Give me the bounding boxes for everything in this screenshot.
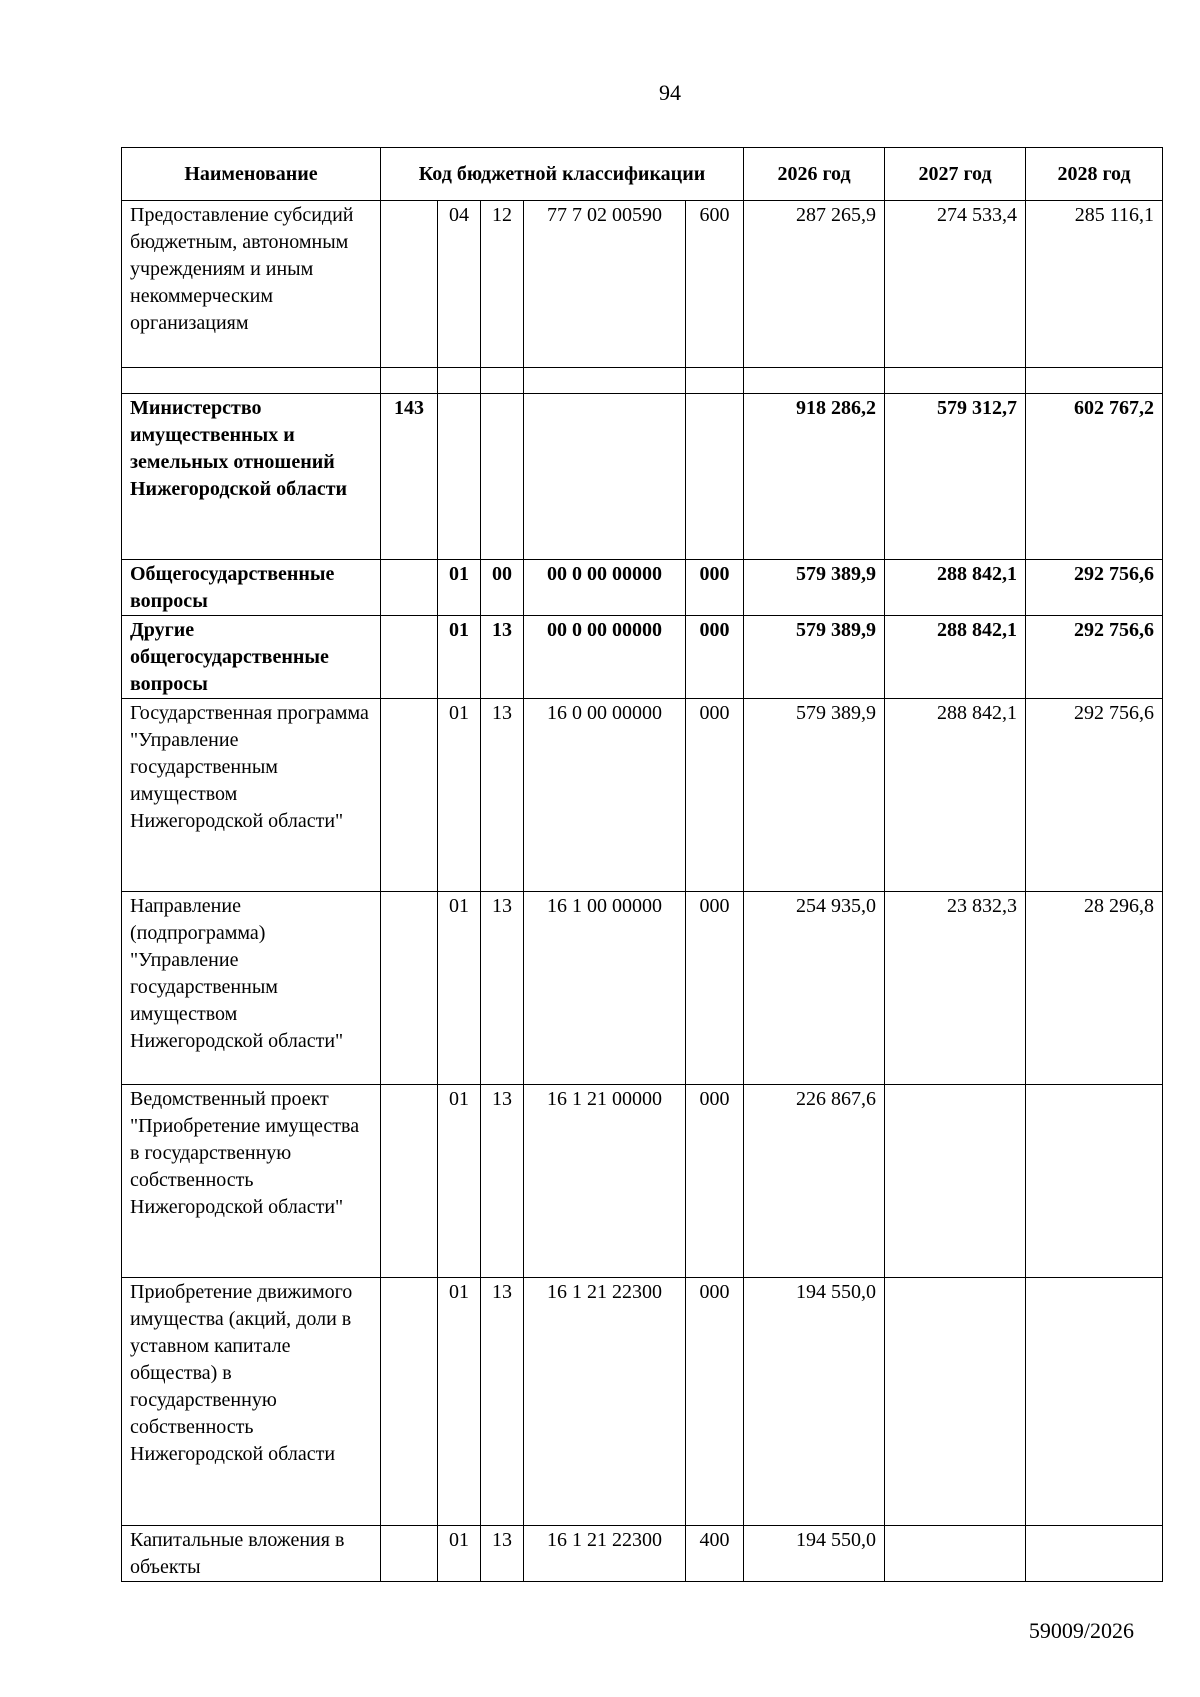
row-section: 01 — [438, 892, 481, 1085]
row-2026: 579 389,9 — [744, 616, 885, 699]
spacer-cell — [1026, 368, 1163, 394]
row-2028: 292 756,6 — [1026, 699, 1163, 892]
row-target: 00 0 00 00000 — [524, 616, 686, 699]
row-section: 01 — [438, 1085, 481, 1278]
row-target: 16 1 21 00000 — [524, 1085, 686, 1278]
row-2027: 288 842,1 — [885, 699, 1026, 892]
row-target — [524, 394, 686, 560]
row-dept — [381, 201, 438, 368]
row-name: Другие общегосударственные вопросы — [122, 616, 381, 699]
header-2028: 2028 год — [1026, 148, 1163, 201]
table-row — [122, 699, 1163, 892]
row-name: Ведомственный проект "Приобретение имущества в государственную собственность Нижегородской области" — [122, 1085, 381, 1278]
row-type: 000 — [686, 892, 744, 1085]
table-row — [122, 1278, 1163, 1526]
row-name: Общегосударственные вопросы — [122, 560, 381, 616]
row-name: Приобретение движимого имущества (акций, доли в уставном капитале общества) в государственную собственность Нижегородской области — [122, 1278, 381, 1526]
spacer-cell — [122, 368, 381, 394]
row-subsection: 13 — [481, 1526, 524, 1582]
spacer-cell — [686, 368, 744, 394]
spacer-row — [122, 368, 1163, 394]
row-2027: 23 832,3 — [885, 892, 1026, 1085]
table-header-row — [122, 148, 1163, 201]
spacer-cell — [885, 368, 1026, 394]
row-dept — [381, 699, 438, 892]
row-2027 — [885, 1526, 1026, 1582]
row-2026: 194 550,0 — [744, 1526, 885, 1582]
header-2026: 2026 год — [744, 148, 885, 201]
row-2027 — [885, 1278, 1026, 1526]
row-section: 04 — [438, 201, 481, 368]
row-type: 000 — [686, 1085, 744, 1278]
table-row — [122, 1526, 1163, 1582]
row-2026: 226 867,6 — [744, 1085, 885, 1278]
row-type: 000 — [686, 560, 744, 616]
row-2027: 288 842,1 — [885, 616, 1026, 699]
spacer-cell — [438, 368, 481, 394]
row-target: 77 7 02 00590 — [524, 201, 686, 368]
row-2026: 254 935,0 — [744, 892, 885, 1085]
table-row — [122, 892, 1163, 1085]
row-section: 01 — [438, 560, 481, 616]
row-subsection: 13 — [481, 892, 524, 1085]
row-target: 00 0 00 00000 — [524, 560, 686, 616]
table-row — [122, 201, 1163, 368]
row-name: Государственная программа "Управление государственным имуществом Нижегородской области" — [122, 699, 381, 892]
row-2026: 918 286,2 — [744, 394, 885, 560]
row-2028: 602 767,2 — [1026, 394, 1163, 560]
document-number: 59009/2026 — [1028, 1618, 1134, 1643]
row-target: 16 0 00 00000 — [524, 699, 686, 892]
row-2026: 579 389,9 — [744, 560, 885, 616]
row-dept — [381, 892, 438, 1085]
spacer-cell — [524, 368, 686, 394]
row-subsection: 13 — [481, 616, 524, 699]
row-name: Направление (подпрограмма) "Управление государственным имуществом Нижегородской области" — [122, 892, 381, 1085]
row-2028 — [1026, 1526, 1163, 1582]
row-subsection: 13 — [481, 699, 524, 892]
row-2027 — [885, 1085, 1026, 1278]
row-dept — [381, 1085, 438, 1278]
spacer-cell — [744, 368, 885, 394]
header-2027: 2027 год — [885, 148, 1026, 201]
row-dept — [381, 1526, 438, 1582]
row-type: 400 — [686, 1526, 744, 1582]
row-target: 16 1 21 22300 — [524, 1526, 686, 1582]
row-name: Капитальные вложения в объекты — [122, 1526, 381, 1582]
row-subsection — [481, 394, 524, 560]
row-section: 01 — [438, 699, 481, 892]
row-2028: 292 756,6 — [1026, 616, 1163, 699]
row-subsection: 13 — [481, 1278, 524, 1526]
row-subsection: 12 — [481, 201, 524, 368]
page-number: 94 — [659, 80, 681, 105]
row-2027: 274 533,4 — [885, 201, 1026, 368]
row-target: 16 1 00 00000 — [524, 892, 686, 1085]
row-2026: 579 389,9 — [744, 699, 885, 892]
row-2028 — [1026, 1278, 1163, 1526]
row-2028: 285 116,1 — [1026, 201, 1163, 368]
spacer-cell — [381, 368, 438, 394]
row-section: 01 — [438, 1526, 481, 1582]
row-subsection: 00 — [481, 560, 524, 616]
row-2028: 28 296,8 — [1026, 892, 1163, 1085]
row-section: 01 — [438, 1278, 481, 1526]
row-name: Министерство имущественных и земельных отношений Нижегородской области — [122, 394, 381, 560]
row-2028: 292 756,6 — [1026, 560, 1163, 616]
row-type: 000 — [686, 699, 744, 892]
row-type: 600 — [686, 201, 744, 368]
row-2026: 287 265,9 — [744, 201, 885, 368]
header-code: Код бюджетной классификации — [381, 148, 744, 201]
table-row — [122, 616, 1163, 699]
row-type: 000 — [686, 1278, 744, 1526]
row-target: 16 1 21 22300 — [524, 1278, 686, 1526]
row-2028 — [1026, 1085, 1163, 1278]
spacer-cell — [481, 368, 524, 394]
table-row — [122, 560, 1163, 616]
table-row — [122, 394, 1163, 560]
row-type — [686, 394, 744, 560]
row-section — [438, 394, 481, 560]
row-dept — [381, 1278, 438, 1526]
row-section: 01 — [438, 616, 481, 699]
row-dept: 143 — [381, 394, 438, 560]
row-subsection: 13 — [481, 1085, 524, 1278]
row-dept — [381, 560, 438, 616]
budget-table — [121, 147, 1163, 1582]
row-2026: 194 550,0 — [744, 1278, 885, 1526]
row-2027: 579 312,7 — [885, 394, 1026, 560]
header-name: Наименование — [122, 148, 381, 201]
table-row — [122, 1085, 1163, 1278]
row-type: 000 — [686, 616, 744, 699]
row-name: Предоставление субсидий бюджетным, автономным учреждениям и иным некоммерческим организациям — [122, 201, 381, 368]
row-2027: 288 842,1 — [885, 560, 1026, 616]
row-dept — [381, 616, 438, 699]
